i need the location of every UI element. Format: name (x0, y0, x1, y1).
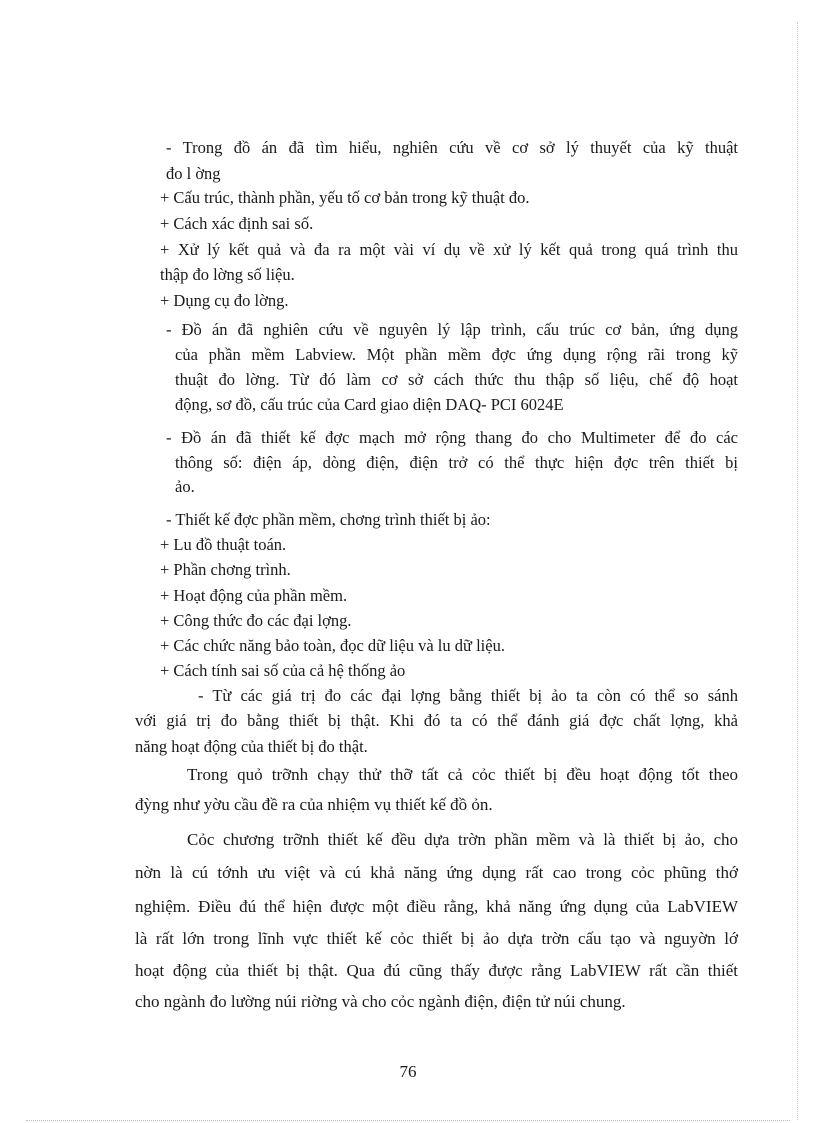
text-line-4: + Cách xác định sai số. (160, 214, 314, 233)
text-line-11: động, sơ đồ, cấu trúc của Card giao diện DAQ- PCI 6024E (175, 395, 564, 414)
text-line-2: đo l ờng (166, 164, 221, 183)
text-line-23: với giá trị đo bằng thiết bị thật. Khi đó ta có thể đánh giá đợc chất lợng, khả (135, 711, 738, 730)
text-line-12: - Đồ án đã thiết kế đợc mạch mở rộng thang đo cho Multimeter để đo các (166, 428, 738, 447)
text-line-18: + Hoạt động của phần mềm. (160, 586, 348, 605)
text-line-13: thông số: điện áp, dòng điện, điện trở có thể thực hiện đợc trên thiết bị (175, 453, 738, 472)
text-line-16: + Lu đồ thuật toán. (160, 535, 287, 554)
text-line-7: + Dụng cụ đo lờng. (160, 291, 289, 310)
page-edge-rule (797, 22, 798, 1120)
text-line-8: - Đồ án đã nghiên cứu về nguyên lý lập trình, cấu trúc cơ bản, ứng dụng (166, 320, 738, 339)
text-line-28: nờn là cú tớnh ưu việt và cú khả năng ứng dụng rất cao trong cỏc phũng thớ (135, 863, 738, 882)
text-line-9: của phần mềm Labview. Một phần mềm đợc ứng dụng rộng rãi trong kỹ (175, 345, 738, 364)
page-number: 76 (399, 1062, 417, 1081)
text-line-32: cho ngành đo lường núi riờng và cho cỏc ngành điện, điện tử núi chung. (135, 992, 626, 1011)
text-line-25: Trong quỏ trỡnh chạy thử thỡ tất cả cỏc thiết bị đều hoạt động tốt theo (187, 765, 738, 784)
footer-rule (26, 1120, 790, 1121)
text-line-27: Cỏc chương trỡnh thiết kế đều dựa trờn phần mềm và là thiết bị ảo, cho (187, 830, 738, 849)
text-line-6: thập đo lờng số liệu. (160, 265, 295, 284)
text-line-19: + Công thức đo các đại lợng. (160, 611, 352, 630)
text-line-29: nghiệm. Điều đú thể hiện được một điều rằng, khả năng ứng dụng của LabVIEW (135, 897, 738, 916)
text-line-14: ảo. (175, 477, 195, 496)
text-line-17: + Phần chơng trình. (160, 560, 291, 579)
text-line-15: - Thiết kế đợc phần mềm, chơng trình thiết bị ảo: (166, 510, 491, 529)
text-line-5: + Xử lý kết quả và đa ra một vài ví dụ về xử lý kết quả trong quá trình thu (160, 240, 738, 259)
text-line-30: là rất lớn trong lĩnh vực thiết kế cỏc thiết bị ảo dựa trờn cấu tạo và nguyờn lớ (135, 929, 738, 948)
text-line-1: - Trong đồ án đã tìm hiểu, nghiên cứu về cơ sở lý thuyết của kỹ thuật (166, 138, 738, 157)
text-line-31: hoạt động của thiết bị thật. Qua đú cũng thấy được rằng LabVIEW rất cần thiết (135, 961, 738, 980)
text-line-10: thuật đo lờng. Từ đó làm cơ sở cách thức thu thập số liệu, chế độ hoạt (175, 370, 738, 389)
text-line-26: đỳng như yờu cầu đề ra của nhiệm vụ thiết kế đồ ỏn. (135, 795, 493, 814)
text-line-3: + Cấu trúc, thành phần, yếu tố cơ bản trong kỹ thuật đo. (160, 188, 530, 207)
text-line-24: năng hoạt động của thiết bị đo thật. (135, 737, 368, 756)
text-line-21: + Cách tính sai số của cả hệ thống ảo (160, 661, 406, 680)
text-line-22: - Từ các giá trị đo các đại lợng bằng thiết bị ảo ta còn có thể so sánh (198, 686, 738, 705)
text-line-20: + Các chức năng bảo toàn, đọc dữ liệu và lu dữ liệu. (160, 636, 505, 655)
